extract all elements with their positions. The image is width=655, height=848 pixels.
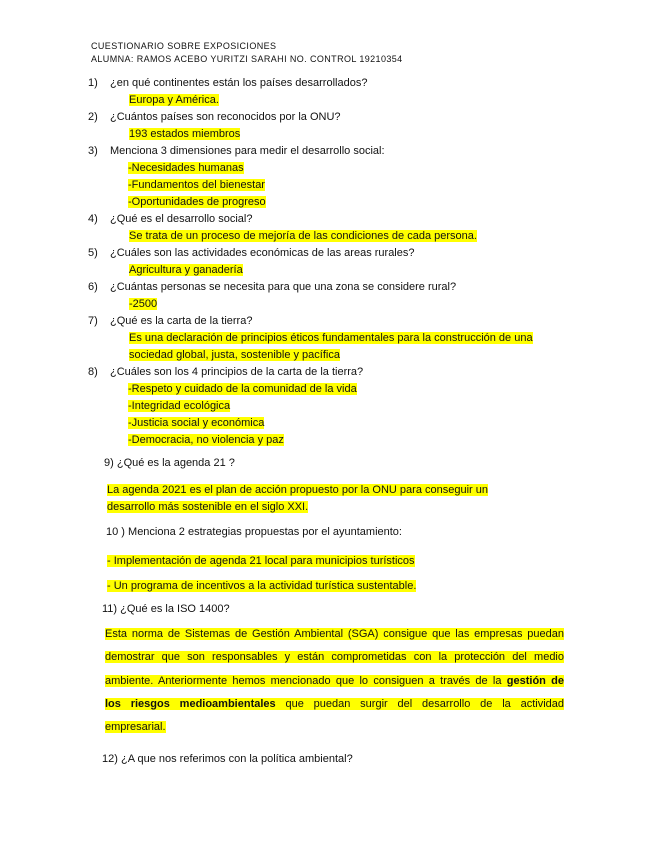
highlighted-answer: La agenda 2021 es el plan de acción propuesto por la ONU para conseguir un (107, 484, 488, 496)
highlighted-answer: Se trata de un proceso de mejoría de las condiciones de cada persona. (129, 230, 477, 242)
highlighted-answer: demostrar que son responsables y están comprometidas con la protección del medio (105, 651, 564, 664)
answer-4 (88, 228, 578, 245)
highlighted-answer: -Respeto y cuidado de la comunidad de la vida (128, 383, 357, 395)
document-header (91, 40, 403, 66)
question-7 (88, 313, 578, 330)
question-6 (88, 279, 578, 296)
highlighted-bold-text: gestión de (506, 674, 564, 687)
highlighted-answer: -Justicia social y económica (128, 417, 265, 429)
question-number: 6) (88, 281, 98, 293)
question-number: 1) (88, 77, 98, 89)
question-number: 2) (88, 111, 98, 123)
question-4 (88, 211, 578, 228)
highlighted-answer: Agricultura y ganadería (129, 264, 243, 276)
highlighted-answer: que puedan surgir del desarrollo de la actividad (275, 697, 564, 710)
question-number: 5) (88, 247, 98, 259)
question-number: 4) (88, 213, 98, 225)
question-text: ¿en qué continentes están los países desarrollados? (110, 77, 368, 89)
question-number: 10 ) (106, 526, 125, 538)
question-text: ¿Cuántas personas se necesita para que una zona se considere rural? (110, 281, 457, 293)
question-number: 7) (88, 315, 98, 327)
highlighted-answer: Es una declaración de principios éticos fundamentales para la construcción de una (129, 332, 533, 344)
question-text: ¿Qué es la carta de la tierra? (110, 315, 253, 327)
question-3 (88, 143, 578, 160)
question-text: ¿Qué es la agenda 21 ? (116, 457, 235, 469)
question-text: ¿Cuáles son los 4 principios de la carta de la tierra? (110, 366, 364, 378)
answer-6 (88, 296, 578, 313)
answer-item (88, 398, 578, 415)
question-number: 11) (102, 603, 118, 615)
question-text: ¿Qué es el desarrollo social? (110, 213, 253, 225)
question-text: Menciona 3 dimensiones para medir el desarrollo social: (110, 145, 385, 157)
highlighted-answer: empresarial. (105, 721, 166, 734)
highlighted-answer: -Necesidades humanas (128, 162, 244, 174)
question-number: 3) (88, 145, 98, 157)
highlighted-answer: -Oportunidades de progreso (128, 196, 266, 208)
highlighted-answer: - Implementación de agenda 21 local para municipios turísticos (107, 555, 415, 567)
highlighted-answer: -2500 (129, 298, 158, 310)
question-number: 8) (88, 366, 98, 378)
answer-5 (88, 262, 578, 279)
question-9 (104, 457, 235, 469)
question-number: 9) (104, 457, 114, 469)
highlighted-answer: - Un programa de incentivos a la actividad turística sustentable. (107, 580, 417, 592)
answer-item (88, 194, 578, 211)
question-text: ¿Cuáles son las actividades económicas de las areas rurales? (110, 247, 415, 259)
answer-item (88, 177, 578, 194)
question-12 (102, 753, 353, 765)
question-5 (88, 245, 578, 262)
question-text: ¿A que nos referimos con la política ambiental? (120, 753, 353, 765)
highlighted-answer: sociedad global, justa, sostenible y pacífica (129, 349, 340, 361)
header-student: ALUMNA: RAMOS ACEBO YURITZI SARAHI NO. CONTROL 19210354 (91, 54, 403, 64)
answer-7-continued (88, 347, 578, 364)
question-2 (88, 109, 578, 126)
question-1 (88, 75, 578, 92)
question-text: ¿Cuántos países son reconocidos por la ONU? (110, 111, 341, 123)
question-text: Menciona 2 estrategias propuestas por el ayuntamiento: (128, 526, 402, 538)
question-10 (106, 526, 402, 538)
answer-7 (88, 330, 578, 347)
question-11 (102, 603, 230, 615)
answer-2 (88, 126, 578, 143)
questionnaire (88, 75, 578, 449)
answer-9 (107, 482, 527, 516)
answer-1 (88, 92, 578, 109)
highlighted-answer: Esta norma de Sistemas de Gestión Ambiental (SGA) consigue que las empresas puedan (105, 628, 564, 640)
question-8 (88, 364, 578, 381)
answer-10 (107, 549, 416, 599)
highlighted-answer: Europa y América. (129, 94, 219, 106)
answer-11 (105, 623, 564, 739)
question-number: 12) (102, 753, 118, 765)
answer-item (88, 160, 578, 177)
highlighted-answer: ambiente. Anteriormente hemos mencionado que lo consiguen a través de la (105, 674, 507, 687)
highlighted-answer: 193 estados miembros (129, 128, 241, 140)
answer-item (88, 415, 578, 432)
highlighted-bold-text: los riesgos medioambientales (105, 697, 276, 710)
highlighted-answer: -Fundamentos del bienestar (128, 179, 265, 191)
answer-item (88, 381, 578, 398)
highlighted-answer: -Integridad ecológica (128, 400, 231, 412)
highlighted-answer: desarrollo más sostenible en el siglo XXI. (107, 501, 309, 513)
answer-item (88, 432, 578, 449)
header-title: CUESTIONARIO SOBRE EXPOSICIONES (91, 41, 277, 51)
question-text: ¿Qué es la ISO 1400? (120, 603, 230, 615)
highlighted-answer: -Democracia, no violencia y paz (128, 434, 284, 446)
